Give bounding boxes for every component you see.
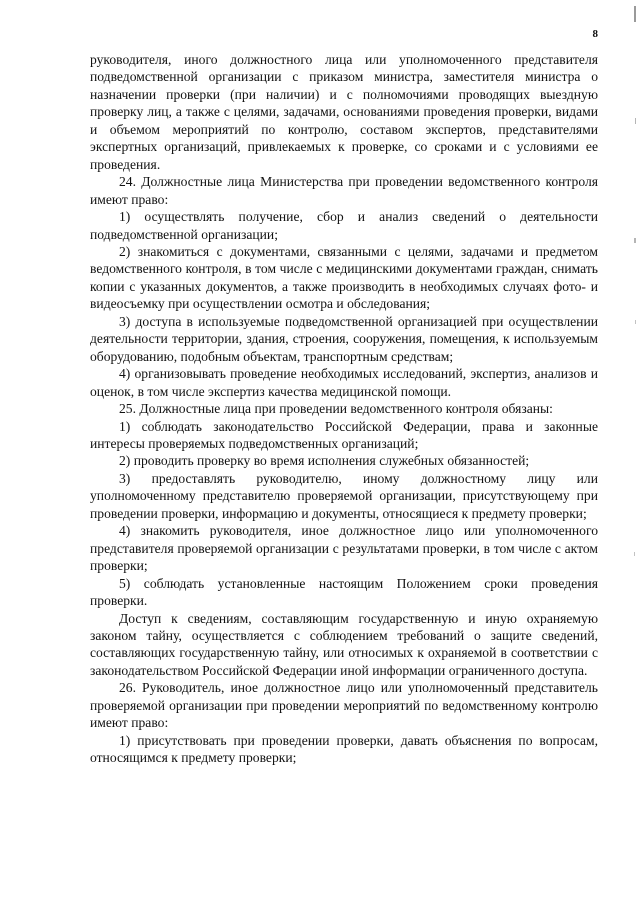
paragraph-25-item-4: 4) знакомить руководителя, иное должностное лицо или уполномоченного представителя проверяемой организации с результатами проверки, в том числе с актом проверки; xyxy=(90,523,598,574)
page-number: 8 xyxy=(592,28,598,40)
paragraph-25-item-1: 1) соблюдать законодательство Российской Федерации, права и законные интересы проверяемых подведомственных организаций; xyxy=(90,418,598,451)
scan-edge-specks xyxy=(628,0,640,905)
paragraph-24-item-1: 1) осуществлять получение, сбор и анализ сведений о деятельности подведомственной организации; xyxy=(90,209,598,242)
paragraph-26-item-1: 1) присутствовать при проведении проверки, давать объяснения по вопросам, относящимся к предмету проверки; xyxy=(90,732,598,766)
paragraph-access-secrets: Доступ к сведениям, составляющим государственную и иную охраняемую законом тайну, осуществляется с соблюдением требований о защите сведений, составляющих государственную тайну, или относимых к охраняемой в соответствии с законодательством Российской Федерации иной информации ограниченного доступа. xyxy=(90,610,598,678)
paragraph-25-item-5: 5) соблюдать установленные настоящим Положением сроки проведения проверки. xyxy=(90,575,598,609)
paragraph-25-item-3: 3) предоставлять руководителю, иному должностному лицу или уполномоченному представителю проверяемой организации, присутствующему при проведении проверки, информацию и документы, относящиеся к предмету проверки; xyxy=(90,470,598,521)
paragraph-continuation: руководителя, иного должностного лица или уполномоченного представителя подведомственной организации с приказом министра, заместителя министра о назначении проверки (при наличии) и с полномочиями проводящих выездную проверку лиц, а также с целями, задачами, основаниями проведения проверки, видами и объемом мероприятий по контролю, составом экспертов, представителями экспертных организаций, привлекаемых к проверке, со сроками и с условиями ее проведения. xyxy=(90,52,598,172)
document-body xyxy=(90,51,598,767)
paragraph-25: 25. Должностные лица при проведении ведомственного контроля обязаны: xyxy=(119,401,553,417)
paragraph-24-item-3: 3) доступа в используемые подведомственной организацией при осуществлении деятельности территории, здания, строения, сооружения, помещения, к используемым оборудованию, подобным объектам, транспортным средствам; xyxy=(90,313,598,364)
paragraph-24: 24. Должностные лица Министерства при проведении ведомственного контроля имеют право: xyxy=(90,174,598,207)
paragraph-26: 26. Руководитель, иное должностное лицо или уполномоченный представитель проверяемой организации при проведении мероприятий по ведомственному контролю имеют право: xyxy=(90,680,598,731)
paragraph-24-item-4: 4) организовывать проведение необходимых исследований, экспертиз, анализов и оценок, в том числе экспертиз качества медицинской помощи. xyxy=(90,366,598,399)
paragraph-24-item-2: 2) знакомиться с документами, связанными с целями, задачами и предметом ведомственного контроля, в том числе с медицинскими документами граждан, снимать копии с указанных документов, а также производить в необходимых случаях фото- и видеосъемку при осуществлении осмотра и обследования; xyxy=(90,243,598,312)
paragraph-25-item-2: 2) проводить проверку во время исполнения служебных обязанностей; xyxy=(119,453,530,469)
